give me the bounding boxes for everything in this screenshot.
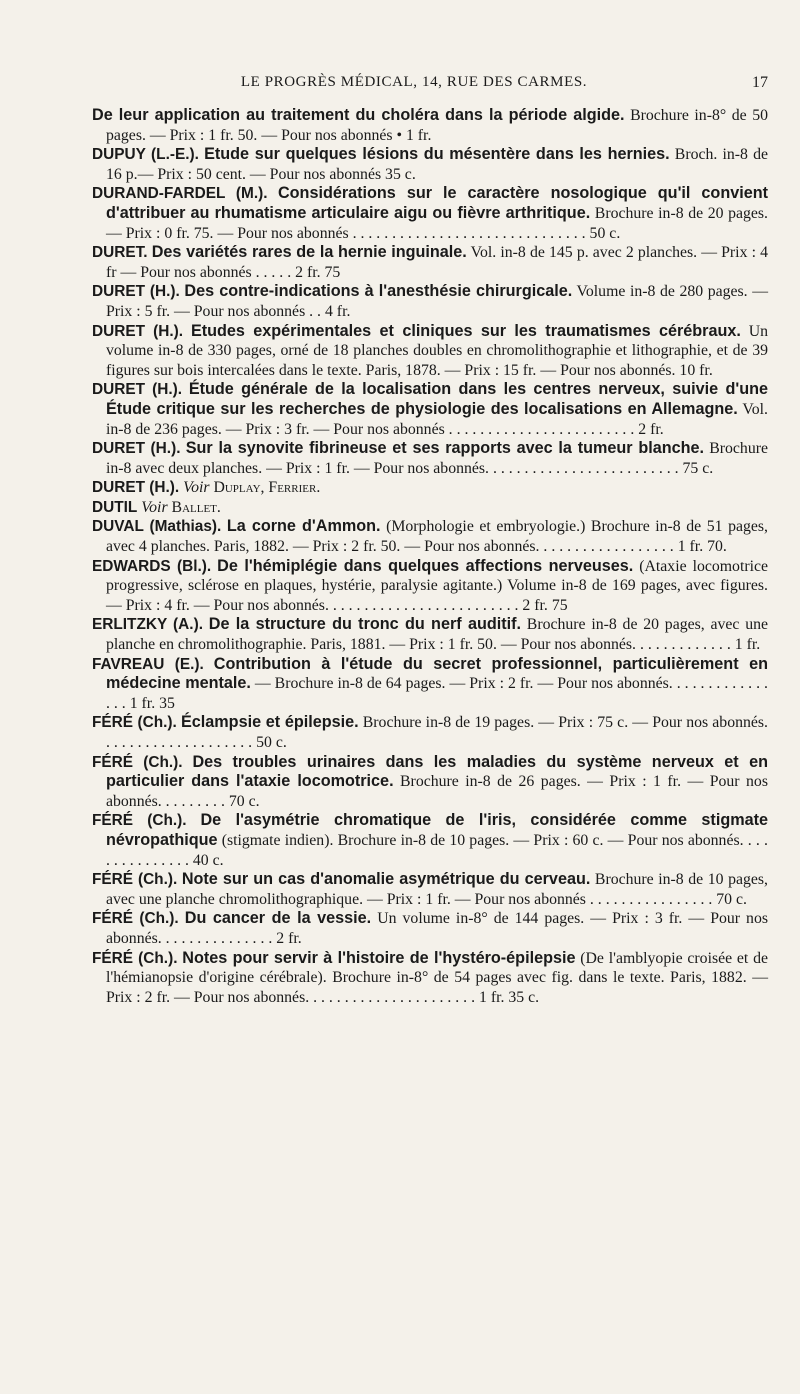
entry-text: Brochure in-8 de 10 pages, avec une planche chromolithographique. — Prix : 1 fr. — Pour nos abonnés . . . . . . . . . . . . . . . . 70 c. xyxy=(106,871,769,908)
list-item xyxy=(92,655,768,714)
entry-title: Considérations sur le caractère nosologique qu'il convient d'attribuer au rhumatisme articulaire aigu ou fièvre arthritique. xyxy=(106,184,768,222)
list-item xyxy=(92,380,768,439)
entry-text: Broch. in-8 de 16 p.— Prix : 50 cent. — Pour nos abonnés 35 c. xyxy=(106,146,768,183)
entry-author: DURET. xyxy=(92,244,148,262)
list-item xyxy=(92,322,768,381)
entry-title: Des variétés rares de la hernie inguinale. xyxy=(151,243,467,262)
entry-title: La corne d'Ammon. xyxy=(226,517,381,536)
list-item xyxy=(92,498,768,518)
entry-title: Sur la synovite fibrineuse et ses rapports avec la tumeur blanche. xyxy=(185,439,704,458)
entry-title: De l'asymétrie chromatique de l'iris, considérée comme stigmate névropathique xyxy=(106,811,768,849)
list-item xyxy=(92,909,768,948)
entry-author: FÉRÉ (Ch.). xyxy=(92,949,178,967)
entry-text: Un volume in-8 de 330 pages, orné de 18 planches doubles en chromolithographie et lithographie, et de 39 figures sur bois intercalées dans le texte. Paris, 1878. — Prix : 15 fr. — Pour nos abonnés. 10 fr. xyxy=(106,322,768,379)
running-title: LE PROGRÈS MÉDICAL, 14, RUE DES CARMES. xyxy=(240,74,588,90)
entry-author: DURAND-FARDEL (M.). xyxy=(92,185,268,203)
list-item xyxy=(92,713,768,752)
entry-author: FÉRÉ (Ch.). xyxy=(92,871,178,889)
entry-title: Éclampsie et épilepsie. xyxy=(180,713,359,732)
entry-title: Etudes expérimentales et cliniques sur les traumatismes cérébraux. xyxy=(190,321,741,340)
entry-text: (Morphologie et embryologie.) Brochure in-8 de 51 pages, avec 4 planches. Paris, 1882. — Prix : 2 fr. 50. — Pour nos abonnés. . . . . . . . . . . . . . . . . . 1 fr. 70. xyxy=(106,518,768,556)
entry-title: Contribution à l'étude du secret professionnel, particulièrement en médecine mentale. xyxy=(106,654,769,693)
entry-text: Brochure in-8 de 20 pages. — Prix : 0 fr. 75. — Pour nos abonnés . . . . . . . . . . . . . . . . . . . . . . . . . . . . . . 50 c. xyxy=(106,204,769,242)
entry-text: (stigmate indien). Brochure in-8 de 10 pages. — Prix : 60 c. — Pour nos abonnés. . . . . . . . . . . . . . . 40 c. xyxy=(106,831,768,869)
entry-title: Note sur un cas d'anomalie asymétrique du cerveau. xyxy=(181,870,591,889)
entry-text: Brochure in-8° de 50 pages. — Prix : 1 fr. 50. — Pour nos abonnés • 1 fr. xyxy=(106,107,769,144)
entry-text: Vol. in-8 de 145 p. avec 2 planches. — Prix : 4 fr — Pour nos abonnés . . . . . 2 fr. 75 xyxy=(106,244,769,281)
bibliography-list xyxy=(92,106,768,1007)
entry-author: DURET (H.). xyxy=(92,381,183,399)
entry-title: Étude générale de la localisation dans les centres nerveux, suivie d'une Étude critique sur les recherches de physiologie des localisations en Allemagne. xyxy=(106,380,768,418)
entry-author: EDWARDS (Bl.). xyxy=(92,557,212,575)
entry-title: Notes pour servir à l'histoire de l'hystéro-épilepsie xyxy=(182,948,576,967)
entry-text: Vol. in-8 de 236 pages. — Prix : 3 fr. — Pour nos abonnés . . . . . . . . . . . . . . . . . . . . . . . . 2 fr. xyxy=(106,400,768,438)
list-item xyxy=(92,439,768,478)
entry-title: Etude sur quelques lésions du mésentère dans les hernies. xyxy=(204,145,670,164)
list-item xyxy=(92,517,768,556)
entry-author: DUVAL (Mathias). xyxy=(92,518,222,536)
entry-text: Brochure in-8 de 26 pages. — Prix : 1 fr. — Pour nos abonnés. . . . . . . . . 70 c. xyxy=(106,773,768,810)
list-item xyxy=(92,478,768,498)
entry-text: Un volume in-8° de 144 pages. — Prix : 3 fr. — Pour nos abonnés. . . . . . . . . . . . . . . 2 fr. xyxy=(106,910,768,947)
entry-author: DURET (H.). xyxy=(92,283,180,301)
entry-author: DUTIL xyxy=(92,498,138,516)
list-item xyxy=(92,243,768,282)
entry-title: De la structure du tronc du nerf auditif. xyxy=(208,615,522,634)
entry-author: DUPUY (L.-E.). xyxy=(92,146,199,164)
entry-title: Des contre-indications à l'anesthésie chirurgicale. xyxy=(184,282,573,301)
entry-author: FÉRÉ (Ch.). xyxy=(92,753,183,771)
entry-see: Voir xyxy=(179,479,214,497)
list-item xyxy=(92,615,768,654)
list-item xyxy=(92,145,768,184)
entry-author: ERLITZKY (A.). xyxy=(92,616,203,634)
entry-title: Du cancer de la vessie. xyxy=(184,909,372,928)
entry-author: DURET (H.). xyxy=(92,440,181,458)
entry-author: FAVREAU (E.). xyxy=(92,655,204,673)
entry-author: DURET (H.). xyxy=(92,479,180,497)
entry-author: FÉRÉ (Ch.). xyxy=(92,714,177,732)
entry-author: FÉRÉ (Ch.). xyxy=(92,812,187,830)
page-number: 17 xyxy=(752,74,768,91)
entry-text: Brochure in-8 de 20 pages, avec une planche en chromolithographie. Paris, 1881. — Prix : 1 fr. 50. — Pour nos abonnés. . . . . . . . . . . . . 1 fr. xyxy=(106,616,769,654)
list-item xyxy=(92,753,768,812)
entry-text: (Ataxie locomotrice progressive, sclérose en plaques, hystérie, paralysie agitante.) Volume in-8 de 169 pages, avec figures. — Prix : 4 fr. — Pour nos abonnés. . . . . . . . . . . . . . . . . . . . . . . . . 2 fr. 75 xyxy=(106,557,769,614)
entry-text: Brochure in-8 de 19 pages. — Prix : 75 c. — Pour nos abonnés. . . . . . . . . . . . . . . . . . . . 50 c. xyxy=(106,714,768,751)
entry-text: Brochure in-8 avec deux planches. — Prix : 1 fr. — Pour nos abonnés. . . . . . . . . . . . . . . . . . . . . . . . . 75 c. xyxy=(106,440,768,477)
entry-author: FÉRÉ (Ch.). xyxy=(92,910,179,928)
list-item xyxy=(92,184,768,243)
entry-title: Des troubles urinaires dans les maladies du système nerveux et en particulier dans l'ataxie locomotrice. xyxy=(106,752,768,791)
entry-text: Volume in-8 de 280 pages. — Prix : 5 fr. — Pour nos abonnés . . 4 fr. xyxy=(106,283,768,320)
entry-title: De l'hémiplégie dans quelques affections nerveuses. xyxy=(217,556,634,575)
entry-ref: Ballet. xyxy=(171,498,221,516)
list-item xyxy=(92,106,768,145)
list-item xyxy=(92,557,768,616)
entry-see: Voir xyxy=(137,498,172,516)
entry-text: — Brochure in-8 de 64 pages. — Prix : 2 fr. — Pour nos abonnés. . . . . . . . . . . . . . . . 1 fr. 35 xyxy=(106,675,768,712)
entry-text: (De l'amblyopie croisée et de l'hémianopsie d'origine cérébrale). Brochure in-8° de 54 pages avec fig. dans le texte. Paris, 1882. — Prix : 2 fr. — Pour nos abonnés. . . . . . . . . . . . . . . . . . . . . . 1 fr. 35 c. xyxy=(106,949,768,1006)
page-header xyxy=(60,74,768,98)
entry-ref: Duplay, Ferrier. xyxy=(213,479,321,497)
list-item xyxy=(92,949,768,1008)
entry-title: De leur application au traitement du choléra dans la période algide. xyxy=(92,106,625,124)
list-item xyxy=(92,811,768,870)
list-item xyxy=(92,282,768,321)
entry-author: DURET (H.). xyxy=(92,322,184,340)
list-item xyxy=(92,870,768,909)
